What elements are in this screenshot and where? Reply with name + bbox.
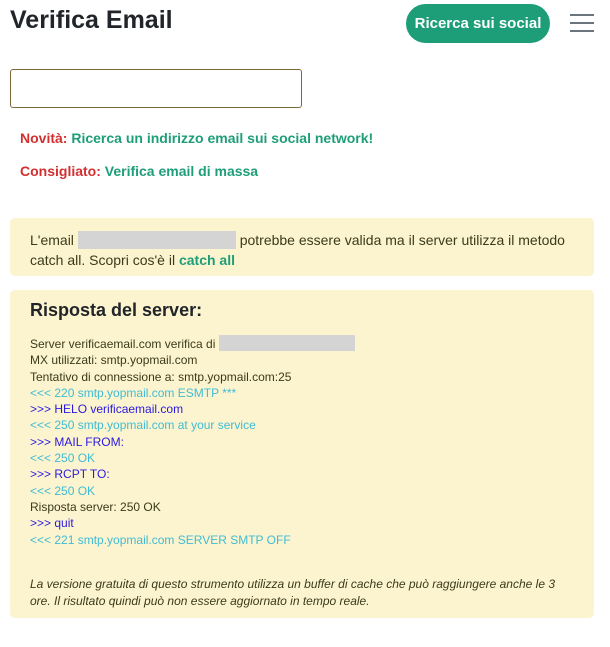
server-log [30, 335, 574, 548]
log-line [30, 401, 574, 417]
log-line-text: MX utilizzati: smtp.yopmail.com [30, 353, 198, 368]
result-panel [10, 218, 594, 276]
menu-bar [570, 30, 594, 32]
redacted-email [78, 231, 236, 249]
log-line-text: >>> RCPT TO: [30, 467, 110, 482]
log-line [30, 352, 574, 368]
promo-label: Consigliato: [20, 163, 101, 179]
result-text-after: potrebbe essere valida ma il server utilizza il metodo catch all. Scopri cos'è il [30, 232, 565, 268]
server-response-panel [10, 290, 594, 618]
social-search-link[interactable]: Ricerca un indirizzo email sui social network! [71, 130, 374, 146]
redacted-email [219, 335, 355, 351]
page-title: Verifica Email [10, 6, 173, 34]
menu-bar [570, 22, 594, 24]
log-line [30, 434, 574, 450]
email-input[interactable] [10, 69, 302, 108]
log-line-text: <<< 250 OK [30, 483, 96, 498]
hamburger-icon[interactable] [570, 14, 594, 34]
log-line [30, 466, 574, 482]
cache-note: La versione gratuita di questo strumento utilizza un buffer di cache che può raggiungere anche le 3 ore. Il risultato quindi può non essere aggiornato in tempo reale. [30, 577, 555, 608]
log-line-text: >>> MAIL FROM: [30, 434, 124, 449]
result-text-before: L'email [30, 232, 74, 248]
log-line-text: >>> HELO verificaemail.com [30, 402, 184, 417]
log-line-text: <<< 221 smtp.yopmail.com SERVER SMTP OFF [30, 532, 291, 547]
menu-bar [570, 14, 594, 16]
log-line-text: <<< 250 OK [30, 451, 96, 466]
log-line-text: <<< 250 smtp.yopmail.com at your service [30, 418, 256, 433]
log-line [30, 385, 574, 401]
log-line-text: Risposta server: 250 OK [30, 499, 161, 514]
log-line-text: <<< 220 smtp.yopmail.com ESMTP *** [30, 385, 237, 400]
log-line [30, 499, 574, 515]
catch-all-link[interactable]: catch all [178, 252, 235, 268]
log-line [30, 417, 574, 433]
log-line [30, 532, 574, 548]
promo-label: Novità: [20, 130, 68, 146]
log-line-text: Server verificaemail.com verifica di [30, 337, 216, 351]
log-line [30, 515, 574, 531]
log-line [30, 483, 574, 499]
promo-social [20, 130, 373, 146]
server-response-title: Risposta del server: [30, 300, 203, 320]
promo-bulk [20, 163, 258, 179]
log-line [30, 335, 574, 352]
social-search-button[interactable]: Ricerca sui social [406, 4, 550, 43]
log-line [30, 450, 574, 466]
log-line-text: >>> quit [30, 516, 74, 531]
log-line [30, 369, 574, 385]
log-line-text: Tentativo di connessione a: smtp.yopmail.com:25 [30, 369, 292, 384]
bulk-verify-link[interactable]: Verifica email di massa [104, 163, 259, 179]
